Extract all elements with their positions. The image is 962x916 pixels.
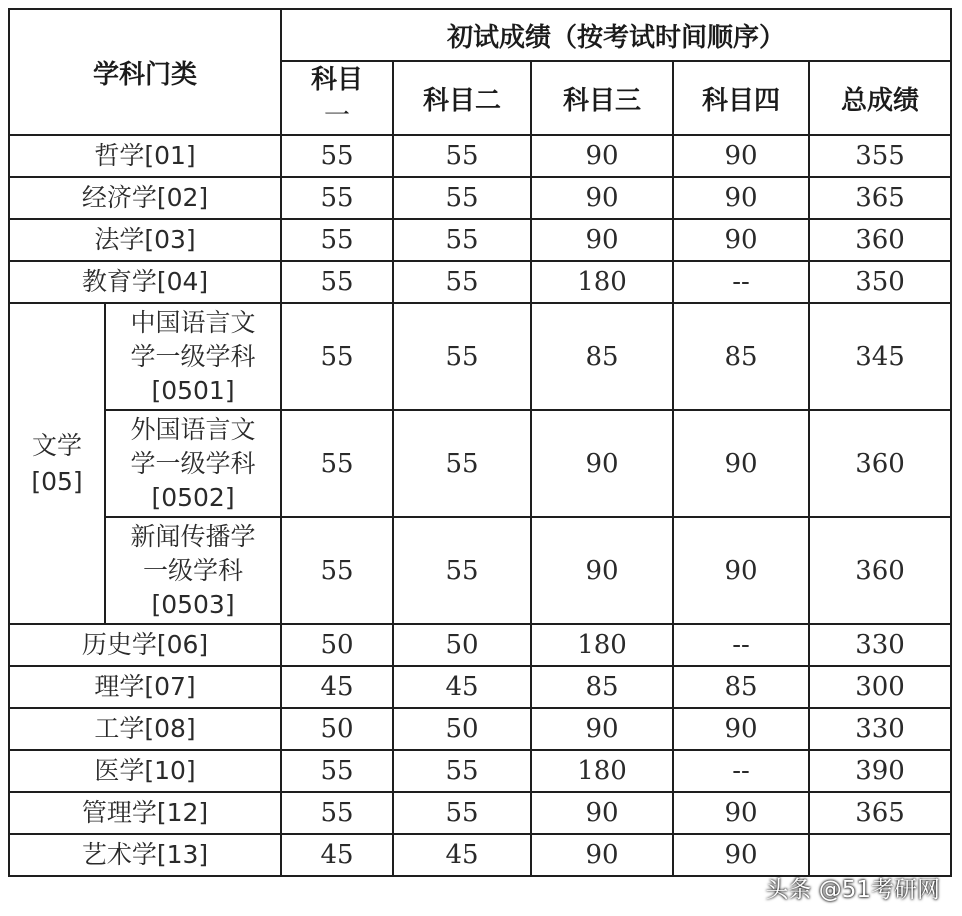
category-cell: 经济学[02] [9, 177, 281, 219]
table-row [9, 792, 951, 834]
table-row [9, 624, 951, 666]
category-cell: 理学[07] [9, 666, 281, 708]
table-row [9, 261, 951, 303]
table-row [9, 666, 951, 708]
subject1-cell: 55 [281, 792, 393, 834]
subject1-cell: 55 [281, 135, 393, 177]
literature-code: [05] [31, 466, 83, 496]
subcategory-line2: 学一级学科 [130, 341, 256, 371]
subject4-cell: 90 [673, 410, 809, 517]
subject1-header-line2: 一 [324, 101, 351, 131]
category-cell: 法学[03] [9, 219, 281, 261]
total-header: 总成绩 [809, 61, 951, 135]
total-cell: 365 [809, 792, 951, 834]
subject3-cell: 90 [531, 410, 673, 517]
subject4-cell: 85 [673, 666, 809, 708]
subject2-cell: 55 [393, 135, 531, 177]
table-row [9, 410, 951, 517]
category-cell: 医学[10] [9, 750, 281, 792]
subject4-cell: -- [673, 624, 809, 666]
subject2-cell: 55 [393, 410, 531, 517]
subject3-cell: 90 [531, 792, 673, 834]
subcategory-line3: [0502] [151, 482, 235, 512]
subject3-cell: 85 [531, 666, 673, 708]
subject4-cell: 90 [673, 517, 809, 624]
category-cell: 哲学[01] [9, 135, 281, 177]
subject3-cell: 90 [531, 219, 673, 261]
total-cell: 355 [809, 135, 951, 177]
subject3-cell: 180 [531, 750, 673, 792]
subject4-header: 科目四 [673, 61, 809, 135]
subject4-cell: 90 [673, 135, 809, 177]
header-row-1 [9, 9, 951, 61]
subcategory-line1: 中国语言文 [130, 307, 256, 337]
subject2-cell: 50 [393, 708, 531, 750]
table-row [9, 219, 951, 261]
subject3-cell: 180 [531, 624, 673, 666]
subject1-cell: 55 [281, 261, 393, 303]
total-cell: 360 [809, 219, 951, 261]
subject3-cell: 90 [531, 135, 673, 177]
subject1-cell: 55 [281, 219, 393, 261]
table-row [9, 177, 951, 219]
subcategory-cell [105, 410, 281, 517]
total-cell: 350 [809, 261, 951, 303]
subject4-cell: 90 [673, 708, 809, 750]
subject2-header: 科目二 [393, 61, 531, 135]
subject1-header [281, 61, 393, 135]
subject1-cell: 45 [281, 834, 393, 876]
table-row [9, 517, 951, 624]
subject4-cell: -- [673, 750, 809, 792]
total-cell: 330 [809, 708, 951, 750]
category-cell: 管理学[12] [9, 792, 281, 834]
category-cell: 历史学[06] [9, 624, 281, 666]
subcategory-line2: 一级学科 [143, 555, 244, 585]
table-row [9, 303, 951, 410]
table-row [9, 135, 951, 177]
total-cell: 345 [809, 303, 951, 410]
subject1-header-line1: 科目 [311, 65, 364, 95]
subject4-cell: 90 [673, 792, 809, 834]
subject2-cell: 55 [393, 517, 531, 624]
subject4-cell: 90 [673, 177, 809, 219]
score-table [8, 8, 952, 877]
subcategory-cell [105, 303, 281, 410]
subject3-cell: 90 [531, 708, 673, 750]
subcategory-line3: [0501] [151, 375, 235, 405]
subcategory-line2: 学一级学科 [130, 448, 256, 478]
subject3-cell: 90 [531, 177, 673, 219]
subject3-cell: 90 [531, 834, 673, 876]
subject3-header: 科目三 [531, 61, 673, 135]
total-cell: 360 [809, 410, 951, 517]
subject1-cell: 55 [281, 177, 393, 219]
subject1-cell: 55 [281, 410, 393, 517]
total-cell: 330 [809, 624, 951, 666]
subcategory-cell [105, 517, 281, 624]
total-cell [809, 834, 951, 876]
subject4-cell: 90 [673, 219, 809, 261]
total-cell: 300 [809, 666, 951, 708]
category-cell: 艺术学[13] [9, 834, 281, 876]
table-row [9, 834, 951, 876]
subject2-cell: 55 [393, 219, 531, 261]
subject4-cell: -- [673, 261, 809, 303]
subject3-cell: 90 [531, 517, 673, 624]
subject4-cell: 85 [673, 303, 809, 410]
category-header: 学科门类 [9, 9, 281, 135]
subject1-cell: 50 [281, 624, 393, 666]
subject2-cell: 55 [393, 750, 531, 792]
literature-name: 文学 [31, 430, 82, 460]
total-cell: 390 [809, 750, 951, 792]
watermark-label: 头条 @51考研网 [765, 877, 940, 903]
subject1-cell: 55 [281, 750, 393, 792]
subject2-cell: 55 [393, 261, 531, 303]
subject2-cell: 55 [393, 303, 531, 410]
subject2-cell: 45 [393, 666, 531, 708]
subject2-cell: 45 [393, 834, 531, 876]
table-row [9, 708, 951, 750]
total-cell: 365 [809, 177, 951, 219]
subject3-cell: 85 [531, 303, 673, 410]
subject1-cell: 45 [281, 666, 393, 708]
subcategory-line1: 外国语言文 [130, 414, 256, 444]
total-cell: 360 [809, 517, 951, 624]
subject2-cell: 50 [393, 624, 531, 666]
subject1-cell: 55 [281, 517, 393, 624]
category-cell: 教育学[04] [9, 261, 281, 303]
category-cell: 工学[08] [9, 708, 281, 750]
literature-category-cell [9, 303, 105, 624]
subcategory-line1: 新闻传播学 [130, 521, 256, 551]
subject4-cell: 90 [673, 834, 809, 876]
subject1-cell: 55 [281, 303, 393, 410]
subject3-cell: 180 [531, 261, 673, 303]
subcategory-line3: [0503] [151, 589, 235, 619]
subject2-cell: 55 [393, 792, 531, 834]
exam-group-header: 初试成绩（按考试时间顺序） [281, 9, 951, 61]
table-row [9, 750, 951, 792]
subject2-cell: 55 [393, 177, 531, 219]
subject1-cell: 50 [281, 708, 393, 750]
